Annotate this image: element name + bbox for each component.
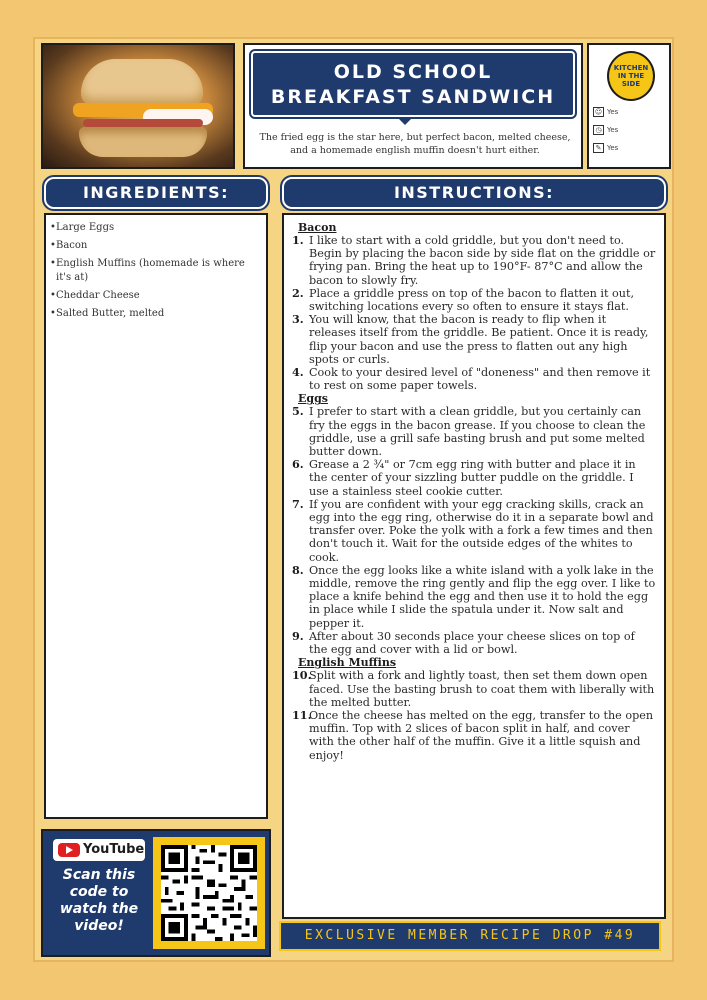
step-item (292, 669, 656, 709)
step-text: Grease a 2 ¾" or 7cm egg ring with butter and place it in the center of your sizzling butter puddle on the griddle. I use a stainless steel cookie cutter. (309, 458, 636, 498)
brand-panel (587, 43, 671, 169)
ingredients-column (41, 177, 271, 825)
section-title-bacon: Bacon (298, 221, 337, 234)
ingredient-item: • Salted Butter, melted (50, 307, 262, 321)
step-item (292, 498, 656, 564)
ingredient-item: • English Muffins (homemade is where it's at) (50, 257, 262, 285)
steps-english-muffins (292, 669, 656, 761)
youtube-logo[interactable] (53, 839, 145, 861)
recipe-title-line2: BREAKFAST SANDWICH (270, 86, 556, 108)
youtube-logo-text: YouTube (83, 842, 145, 857)
recipe-card (33, 37, 674, 962)
step-number: 8. (292, 562, 304, 577)
instructions-heading: INSTRUCTIONS: (282, 177, 666, 209)
step-text: Split with a fork and lightly toast, then set them down open faced. Use the basting brush to coat them with liberally with the melted butter. (309, 669, 655, 709)
logo-line1: KITCHEN (613, 64, 649, 72)
step-number: 4. (292, 365, 304, 380)
meta-difficulty (593, 143, 618, 153)
youtube-play-icon (58, 843, 80, 857)
ingredients-heading: INGREDIENTS: (44, 177, 268, 209)
qr-code[interactable] (153, 837, 265, 949)
title-pointer (397, 117, 413, 125)
ingredients-list (50, 221, 262, 321)
step-item (292, 234, 656, 287)
recipe-title-line1: OLD SCHOOL (333, 61, 493, 83)
member-drop-banner: EXCLUSIVE MEMBER RECIPE DROP #49 (279, 921, 661, 951)
meta-servings (593, 107, 618, 117)
step-text: Once the cheese has melted on the egg, transfer to the open muffin. Top with 2 slices of bacon split in half, and cover with the other half of the muffin. Give it a little squish and enjoy! (309, 708, 654, 762)
ingredient-item: • Bacon (50, 239, 262, 253)
step-item (292, 458, 656, 498)
section-title-english-muffins: English Muffins (298, 656, 397, 670)
steps-bacon (292, 234, 656, 392)
step-item (292, 709, 656, 762)
instructions-column (279, 177, 671, 957)
ingredient-item: • Cheddar Cheese (50, 289, 262, 303)
step-text: After about 30 seconds place your cheese slices on top of the egg and cover with a lid or bowl. (309, 629, 635, 657)
step-number: 9. (292, 628, 304, 643)
ingredients-list-panel (44, 213, 268, 819)
instructions-panel (282, 213, 666, 919)
section-title-eggs: Eggs (298, 392, 328, 406)
step-number: 3. (292, 312, 304, 327)
step-text: You will know, that the bacon is ready to flip when it releases itself from the griddle. Be patient. Once it is ready, flip your bacon and use the press to flatten out any high spots or curls. (309, 313, 649, 366)
step-number: 10. (292, 668, 312, 683)
step-text: I prefer to start with a clean griddle, but you certainly can fry the eggs in the bacon grease. If you choose to clean the griddle, use a grill safe basting brush and put some melted butter down. (309, 405, 646, 459)
step-number: 5. (292, 404, 304, 419)
step-text: Place a griddle press on top of the bacon to flatten it out, switching locations every so often to ensure it stays flat. (309, 286, 635, 314)
recipe-subtitle: The fried egg is the star here, but perfect bacon, melted cheese, and a homemade english muffin doesn't hurt either. (259, 132, 571, 156)
steps-eggs (292, 405, 656, 656)
step-text: Cook to your desired level of "doneness" and then remove it to rest on some paper towels. (309, 366, 651, 393)
step-number: 2. (292, 285, 304, 300)
difficulty-icon: ✎ (593, 143, 604, 153)
step-item (292, 366, 656, 392)
photo-bun-top (81, 59, 203, 105)
youtube-promo (41, 829, 271, 957)
step-number: 1. (292, 233, 304, 247)
meta-time (593, 125, 618, 135)
logo-line3: SIDE (621, 80, 641, 88)
meta-difficulty-text: Yes (607, 144, 619, 152)
title-panel (243, 43, 583, 169)
scan-instruction: Scan this code to watch the video! (59, 867, 139, 934)
ingredient-item: • Large Eggs (50, 221, 262, 235)
time-icon: ◷ (593, 125, 604, 135)
photo-bacon (83, 119, 203, 127)
step-text: Once the egg looks like a white island with a yolk lake in the middle, remove the ring gently and flip the egg over. I like to place a knife behind the egg and then use it to hold the egg in place while I slide the spatula under it. Now salt and pepper it. (309, 563, 656, 630)
sandwich-photo (41, 43, 235, 169)
step-item (292, 630, 656, 656)
step-number: 11. (292, 707, 312, 722)
step-item (292, 564, 656, 630)
step-text: If you are confident with your egg cracking skills, crack an egg into the egg ring, otherwise do it in a separate bowl and transfer over. Poke the yolk with a fork a few times and then don't touch it. Wait for the outside edges of the whites to cook. (309, 497, 654, 564)
photo-bun-bottom (79, 127, 207, 157)
kitchen-logo-icon (607, 51, 655, 101)
recipe-title (251, 51, 575, 117)
step-item (292, 287, 656, 313)
step-number: 6. (292, 457, 304, 472)
qr-code-icon (161, 845, 257, 941)
step-number: 7. (292, 496, 304, 511)
step-item (292, 313, 656, 366)
logo-line2: IN THE (617, 72, 645, 80)
step-text: I like to start with a cold griddle, but you don't need to. Begin by placing the bacon side by side flat on the griddle or frying pan. Bring the heat up to 190°F- 87°C and allow the bacon to slowly fry. (309, 234, 656, 287)
step-item (292, 405, 656, 458)
meta-time-text: Yes (607, 126, 619, 134)
meta-servings-text: Yes (607, 108, 619, 116)
servings-icon: ☺ (594, 108, 603, 116)
